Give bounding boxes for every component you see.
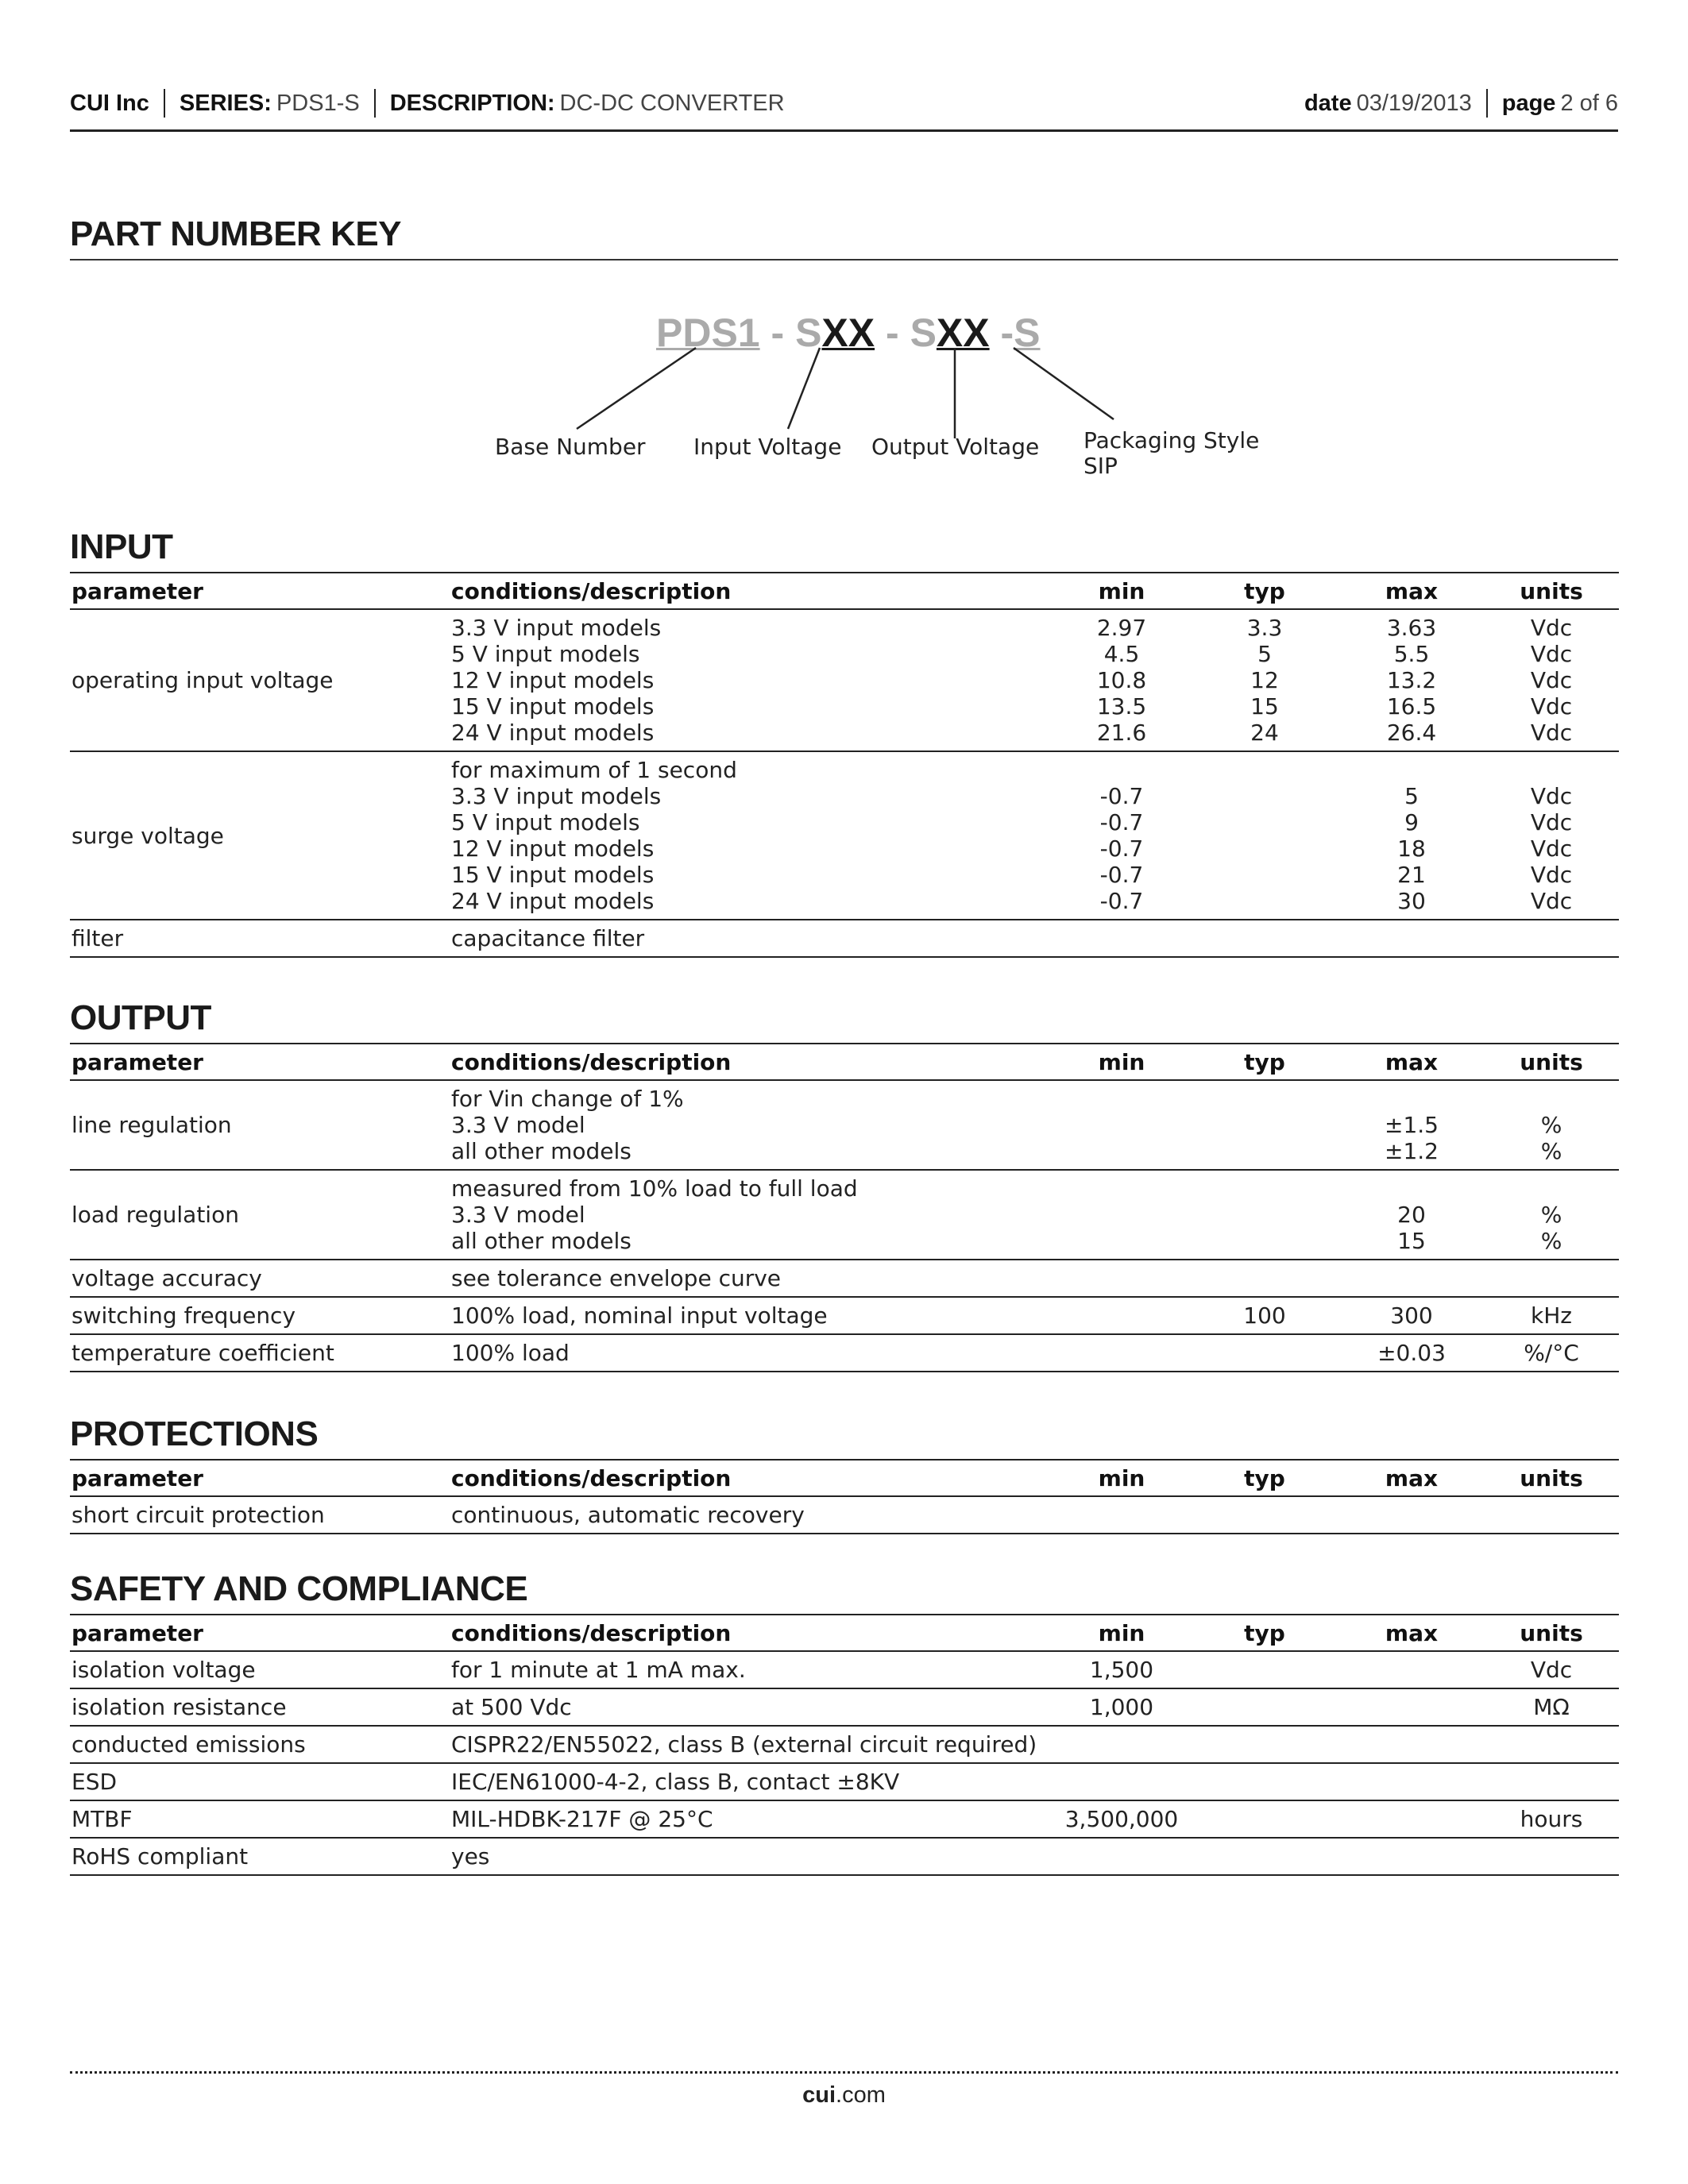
- callout-line-base: [577, 348, 696, 429]
- code-base: PDS1: [656, 311, 760, 355]
- table-header-row: parameter conditions/description min typ max units: [70, 573, 1619, 609]
- code-input-prefix: S: [795, 311, 822, 355]
- label-packaging-style: Packaging Style SIP: [1083, 427, 1260, 479]
- table-row: surge voltage for maximum of 1 second 3.3 V input models 5 V input models 12 V input models 15 V input models 24 V input models -0.7 -0.7 -0.7 -0.7 -0.7 5 9 18 21 30 Vdc Vdc Vdc Vdc Vdc: [70, 751, 1619, 920]
- table-header-row: parameter conditions/description min typ max units: [70, 1615, 1619, 1651]
- table-row: switching frequency 100% load, nominal input voltage 100 300 kHz: [70, 1297, 1619, 1334]
- output-section-title: OUTPUT: [70, 998, 211, 1037]
- table-row: isolation voltage for 1 minute at 1 mA max. 1,500 Vdc: [70, 1651, 1619, 1688]
- callout-lines: [0, 0, 1688, 556]
- description-label: DESCRIPTION:: [389, 90, 555, 116]
- table-header-row: parameter conditions/description min typ max units: [70, 1044, 1619, 1080]
- table-row: ESD IEC/EN61000-4-2, class B, contact ±8KV: [70, 1763, 1619, 1800]
- table-row: RoHS compliant yes: [70, 1838, 1619, 1875]
- code-packaging: S: [1014, 311, 1041, 355]
- code-output-xx: XX: [936, 311, 990, 355]
- table-header-row: parameter conditions/description min typ max units: [70, 1460, 1619, 1496]
- footer-url[interactable]: cui.com: [802, 2082, 886, 2108]
- date-value: 03/19/2013: [1356, 90, 1472, 116]
- table-row: MTBF MIL-HDBK-217F @ 25°C 3,500,000 hours: [70, 1800, 1619, 1838]
- part-number-key-title: PART NUMBER KEY: [70, 214, 402, 253]
- table-row: line regulation for Vin change of 1% 3.3 V model all other models ±1.5 ±1.2 % %: [70, 1080, 1619, 1170]
- table-row: short circuit protection continuous, automatic recovery: [70, 1496, 1619, 1534]
- series-label: SERIES:: [179, 90, 272, 116]
- page-label: page: [1501, 90, 1556, 116]
- input-section-title: INPUT: [70, 527, 173, 566]
- date-label: date: [1304, 90, 1352, 116]
- protections-table: [70, 1459, 1619, 1534]
- table-row: temperature coefficient 100% load ±0.03 %/°C: [70, 1334, 1619, 1372]
- table-row: isolation resistance at 500 Vdc 1,000 MΩ: [70, 1688, 1619, 1726]
- label-output-voltage: Output Voltage: [871, 434, 1040, 460]
- footer-rule: [70, 2071, 1618, 2074]
- callout-line-packaging: [1014, 348, 1114, 419]
- table-row: conducted emissions CISPR22/EN55022, class B (external circuit required): [70, 1726, 1619, 1763]
- label-input-voltage: Input Voltage: [693, 434, 842, 460]
- input-table: [70, 572, 1619, 958]
- protections-section-title: PROTECTIONS: [70, 1414, 319, 1453]
- company-name: CUI Inc: [70, 90, 149, 116]
- output-table: [70, 1043, 1619, 1372]
- table-row: load regulation measured from 10% load to full load 3.3 V model all other models 20 15 % %: [70, 1170, 1619, 1260]
- safety-table: [70, 1614, 1619, 1876]
- page-number: 2 of 6: [1560, 90, 1618, 116]
- label-base-number: Base Number: [495, 434, 646, 460]
- part-number-diagram: [0, 0, 1688, 556]
- table-row: operating input voltage 3.3 V input models 5 V input models 12 V input models 15 V input models 24 V input models 2.97 4.5 10.8 13.5 21.6 3.3 5 12 15 24 3.63 5.5 13.2 16.5 26.4 Vdc Vdc Vdc Vdc Vdc: [70, 609, 1619, 751]
- code-output-prefix: S: [910, 311, 937, 355]
- callout-line-input: [788, 348, 820, 429]
- table-row: filter capacitance filter: [70, 920, 1619, 957]
- series-value: PDS1-S: [276, 90, 360, 116]
- part-number-code: PDS1 - SXX - SXX -S: [656, 311, 1041, 355]
- description-value: DC-DC CONVERTER: [559, 90, 785, 116]
- code-input-xx: XX: [821, 311, 875, 355]
- table-row: voltage accuracy see tolerance envelope curve: [70, 1260, 1619, 1297]
- safety-section-title: SAFETY AND COMPLIANCE: [70, 1569, 528, 1608]
